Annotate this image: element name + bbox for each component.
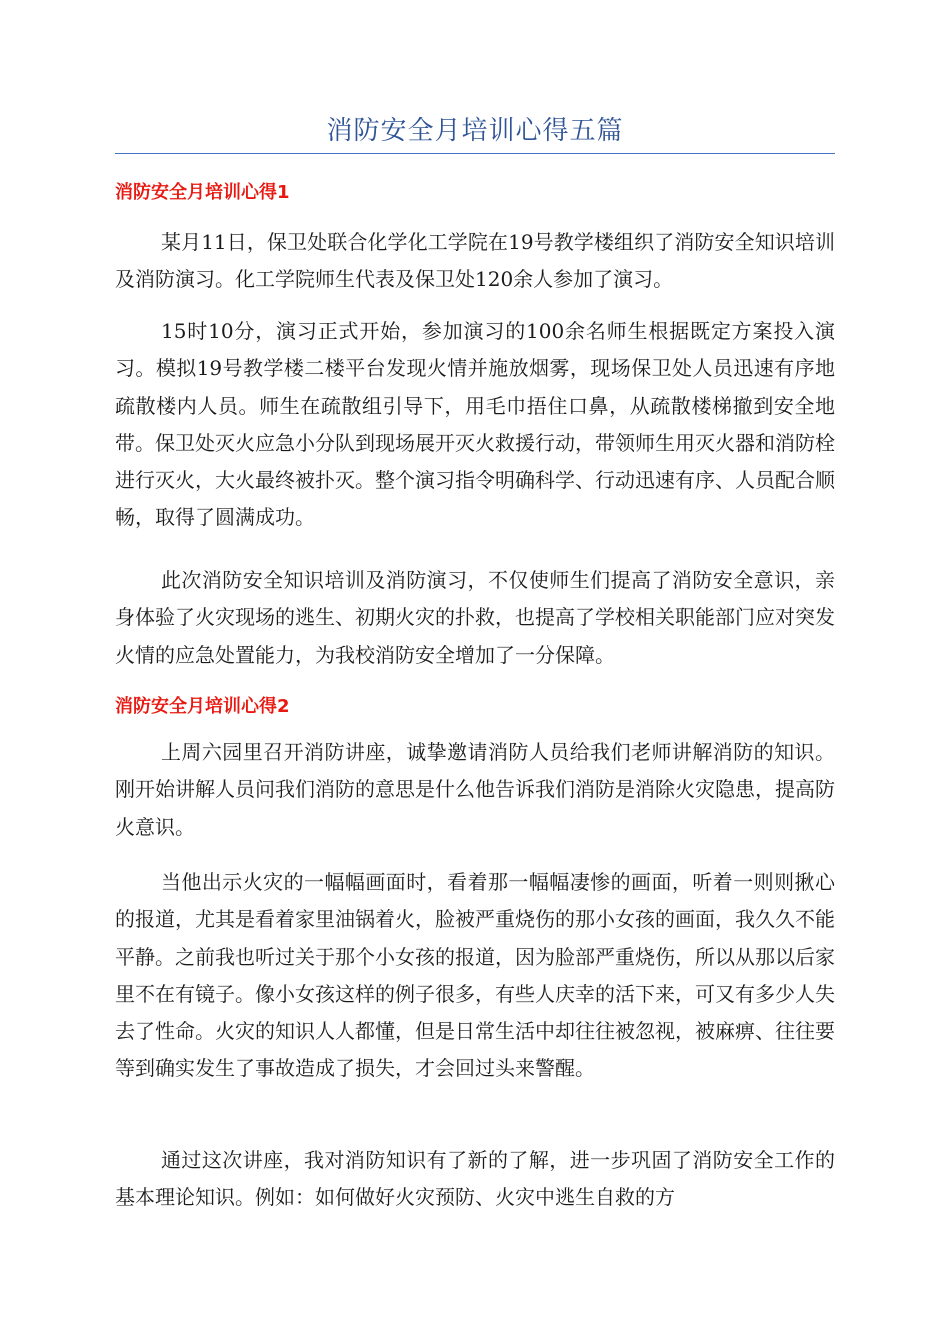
- section-heading-1: 消防安全月培训心得1: [115, 182, 290, 203]
- section-1-paragraph-3: 此次消防安全知识培训及消防演习，不仅使师生们提高了消防安全意识，亲身体验了火灾现场的逃生、初期火灾的扑救，也提高了学校相关职能部门应对突发火情的应急处置能力，为我校消防安全增加了一分保障。: [115, 568, 835, 667]
- title-underline: [115, 153, 835, 154]
- section-1-paragraph-2: 15时10分，演习正式开始，参加演习的100余名师生根据既定方案投入演习。模拟19号教学楼二楼平台发现火情并施放烟雾，现场保卫处人员迅速有序地疏散楼内人员。师生在疏散组引导下，用毛巾捂住口鼻，从疏散楼梯撤到安全地带。保卫处灭火应急小分队到现场展开灭火救援行动，带领师生用灭火器和消防栓进行灭火，大火最终被扑灭。整个演习指令明确科学、行动迅速有序、人员配合顺畅，取得了圆满成功。: [115, 319, 835, 530]
- document-title: 消防安全月培训心得五篇: [326, 116, 624, 146]
- section-2-paragraph-1: 上周六园里召开消防讲座，诚挚邀请消防人员给我们老师讲解消防的知识。刚开始讲解人员问我们消防的意思是什么他告诉我们消防是消除火灾隐患，提高防火意识。: [115, 740, 835, 839]
- section-2-paragraph-2: 当他出示火灾的一幅幅画面时，看着那一幅幅凄惨的画面，听着一则则揪心的报道，尤其是看着家里油锅着火，脸被严重烧伤的那小女孩的画面，我久久不能平静。之前我也听过关于那个小女孩的报道，因为脸部严重烧伤，所以从那以后家里不在有镜子。像小女孩这样的例子很多，有些人庆幸的活下来，可又有多少人失去了性命。火灾的知识人人都懂，但是日常生活中却往往被忽视，被麻痹、往往要等到确实发生了事故造成了损失，才会回过头来警醒。: [115, 870, 835, 1081]
- section-1-paragraph-1: 某月11日，保卫处联合化学化工学院在19号教学楼组织了消防安全知识培训及消防演习。化工学院师生代表及保卫处120余人参加了演习。: [115, 230, 835, 292]
- section-heading-2: 消防安全月培训心得2: [115, 696, 290, 717]
- section-2-paragraph-3: 通过这次讲座，我对消防知识有了新的了解，进一步巩固了消防安全工作的基本理论知识。例如：如何做好火灾预防、火灾中逃生自救的方: [115, 1148, 835, 1210]
